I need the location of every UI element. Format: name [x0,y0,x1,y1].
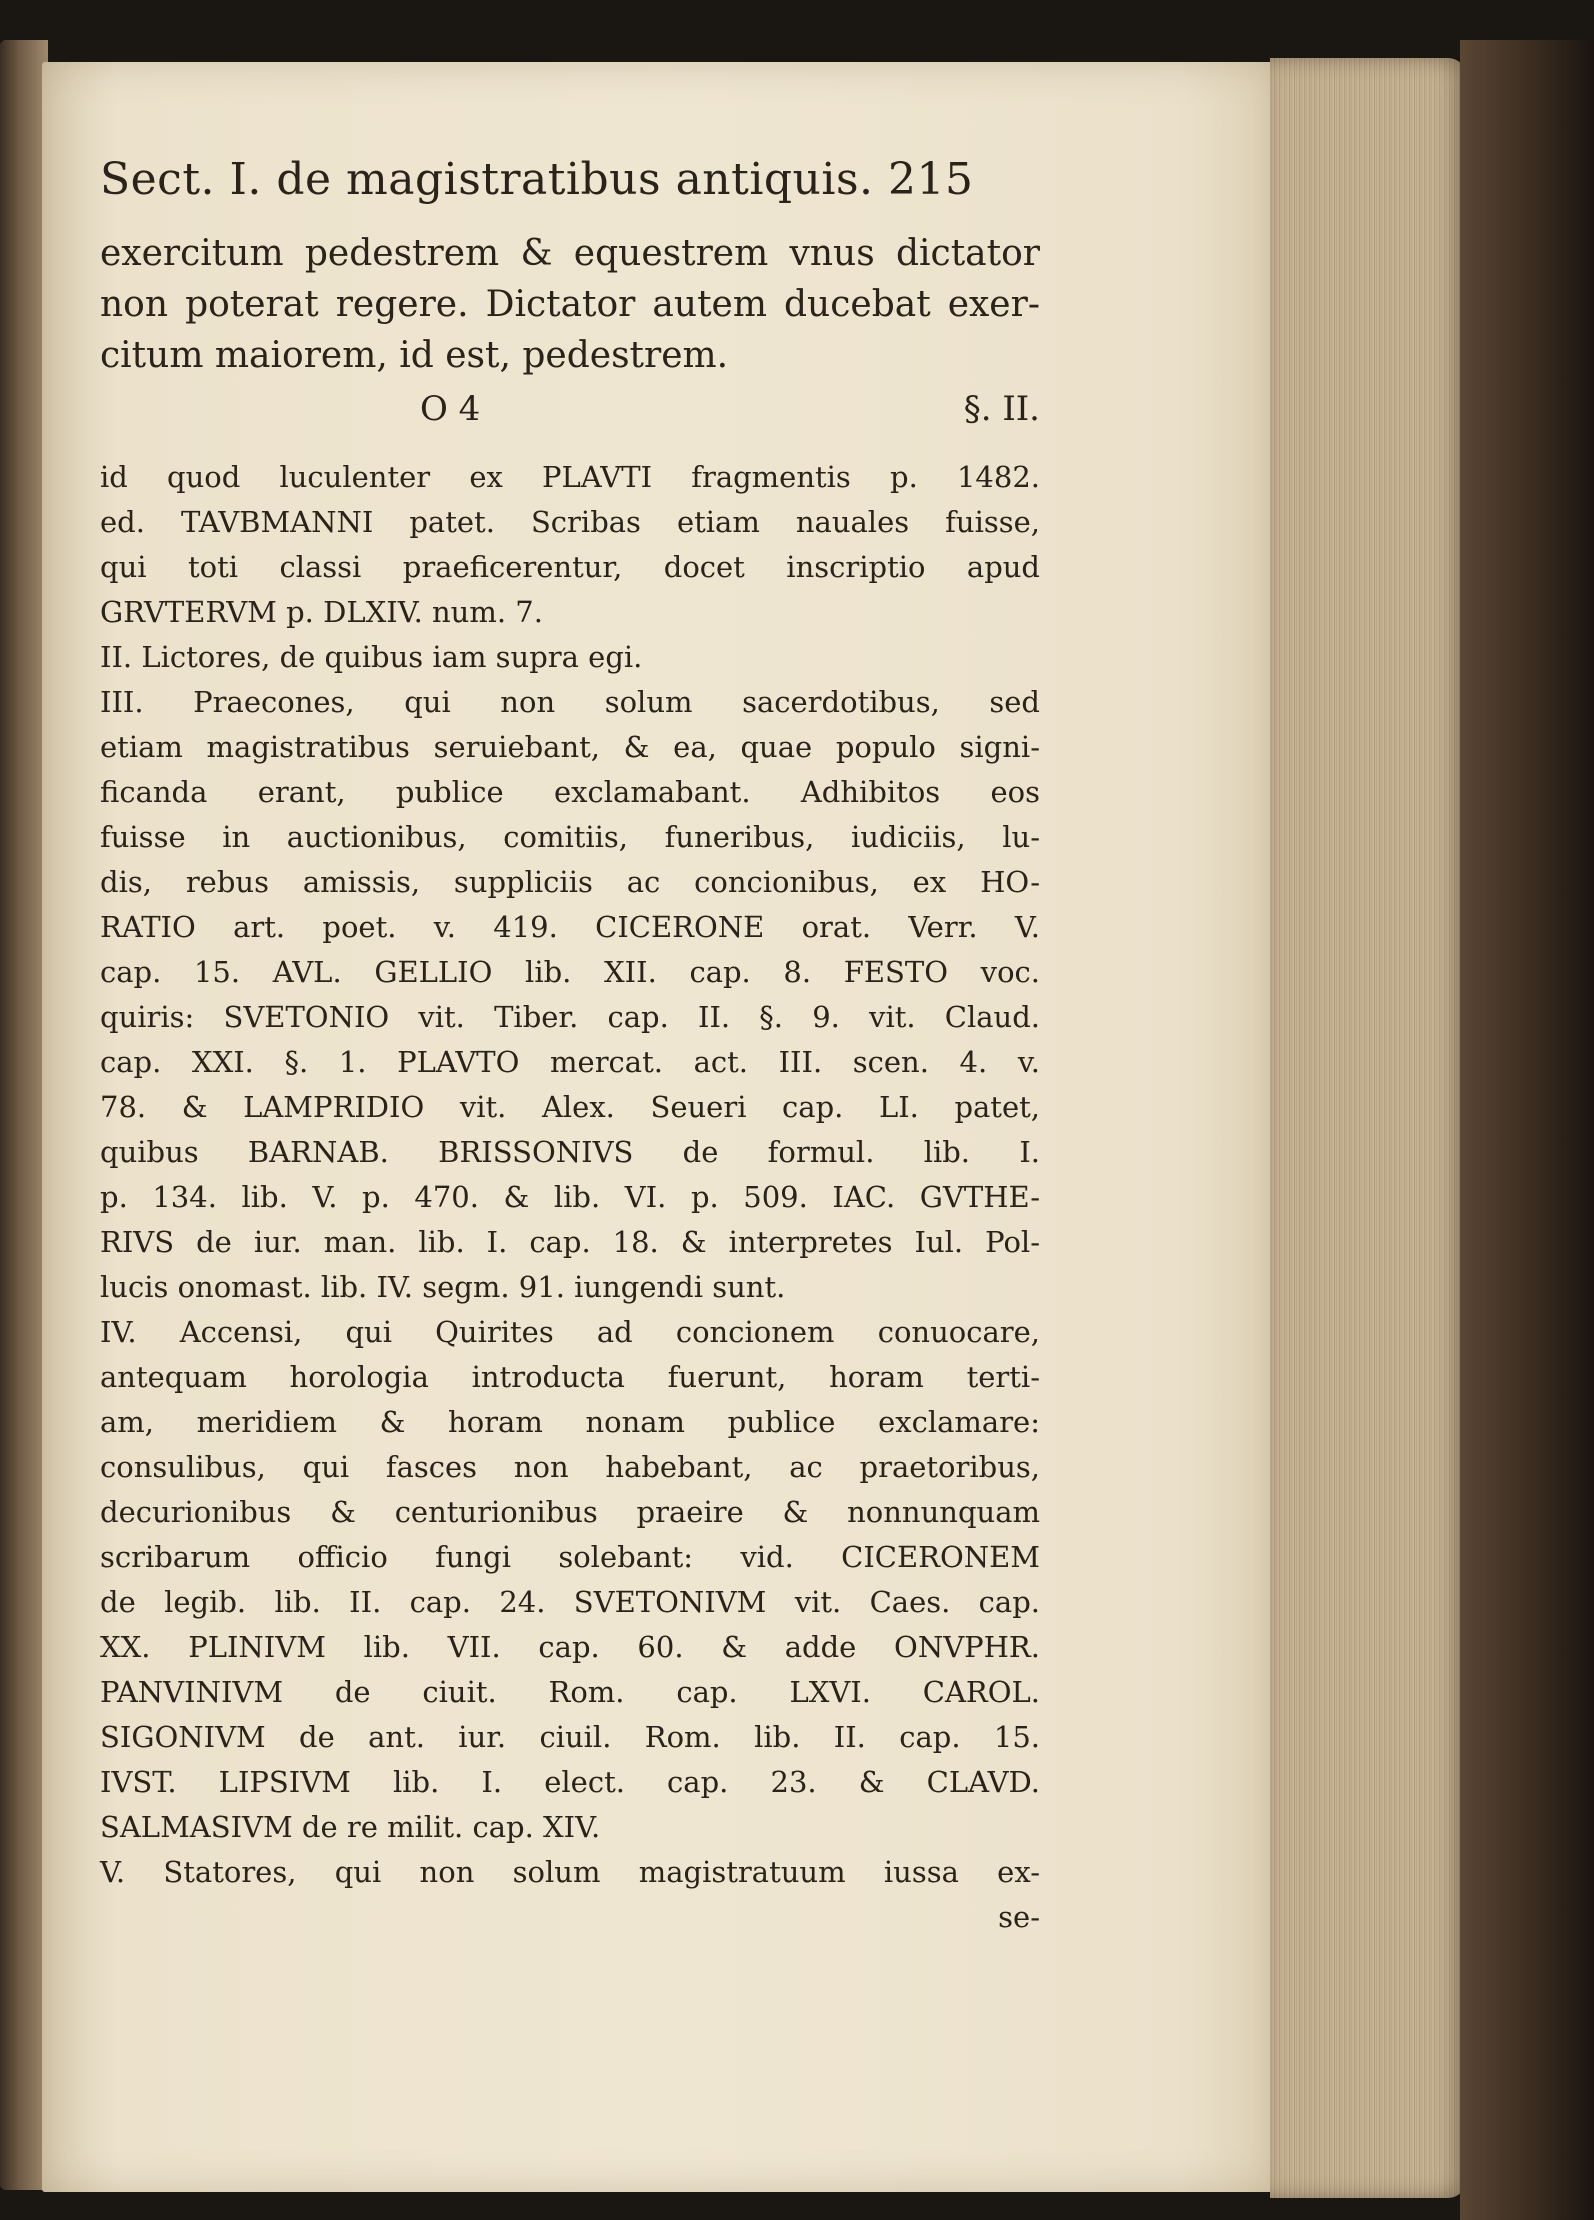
note-line: cap. 15. AVL. GELLIO lib. XII. cap. 8. FESTO voc. [100,955,1040,989]
signature-mark: O 4 [420,389,481,429]
note-line: consulibus, qui fasces non habebant, ac praetoribus, [100,1450,1040,1484]
note-line: id quod luculenter ex PLAVTI fragmentis p. 1482. [100,460,1040,494]
note-line: quibus BARNAB. BRISSONIVS de formul. lib. I. [100,1135,1040,1169]
note-line: antequam horologia introducta fuerunt, horam terti- [100,1360,1040,1394]
note-line: fuisse in auctionibus, comitiis, funeribus, iudiciis, lu- [100,820,1040,854]
note-line: decurionibus & centurionibus praeire & nonnunquam [100,1495,1040,1529]
note-line: PANVINIVM de ciuit. Rom. cap. LXVI. CAROL. [100,1675,1040,1709]
main-text [100,228,1040,381]
note-line: ed. TAVBMANNI patet. Scribas etiam nauales fuisse, [100,505,1040,539]
note-line: lucis onomast. lib. IV. segm. 91. iungendi sunt. [100,1270,786,1304]
note-line: XX. PLINIVM lib. VII. cap. 60. & adde ONVPHR. [100,1630,1040,1664]
note-line: scribarum officio fungi solebant: vid. CICERONEM [100,1540,1040,1574]
note-line: IVST. LIPSIVM lib. I. elect. cap. 23. & CLAVD. [100,1765,1040,1799]
note-line: II. Lictores, de quibus iam supra egi. [100,640,643,674]
running-header: Sect. I. de magistratibus antiquis. 215 [100,154,974,205]
facing-page-edge [0,40,48,2190]
footnotes [100,455,1040,1940]
catchword: se- [998,1900,1040,1934]
page-text [100,150,1040,1940]
note-line: p. 134. lib. V. p. 470. & lib. VI. p. 509. IAC. GVTHE- [100,1180,1040,1214]
note-line: IV. Accensi, qui Quirites ad concionem conuocare, [100,1315,1040,1349]
note-line: GRVTERVM p. DLXIV. num. 7. [100,595,543,629]
main-line: citum maiorem, id est, pedestrem. [100,335,729,376]
note-line: SIGONIVM de ant. iur. ciuil. Rom. lib. II. cap. 15. [100,1720,1040,1754]
note-line: RIVS de iur. man. lib. I. cap. 18. & interpretes Iul. Pol- [100,1225,1040,1259]
note-line: SALMASIVM de re milit. cap. XIV. [100,1810,601,1844]
page-edges [1270,58,1466,2198]
main-line: exercitum pedestrem & equestrem vnus dictator [100,233,1040,274]
note-line: RATIO art. poet. v. 419. CICERONE orat. Verr. V. [100,910,1040,944]
note-line: dis, rebus amissis, suppliciis ac concionibus, ex HO- [100,865,1040,899]
note-line: qui toti classi praeficerentur, docet inscriptio apud [100,550,1040,584]
note-line: cap. XXI. §. 1. PLAVTO mercat. act. III. scen. 4. v. [100,1045,1040,1079]
note-line: de legib. lib. II. cap. 24. SVETONIVM vit. Caes. cap. [100,1585,1040,1619]
note-line: am, meridiem & horam nonam publice exclamare: [100,1405,1040,1439]
main-line: non poterat regere. Dictator autem ducebat exer- [100,284,1040,325]
note-line: ficanda erant, publice exclamabant. Adhibitos eos [100,775,1040,809]
note-line: etiam magistratibus seruiebant, & ea, quae populo signi- [100,730,1040,764]
note-line: III. Praecones, qui non solum sacerdotibus, sed [100,685,1040,719]
book-cover [1460,40,1594,2220]
note-line: 78. & LAMPRIDIO vit. Alex. Seueri cap. LI. patet, [100,1090,1040,1124]
note-line: quiris: SVETONIO vit. Tiber. cap. II. §. 9. vit. Claud. [100,1000,1040,1034]
signature-line [100,381,1040,437]
section-mark: §. II. [963,389,1040,429]
note-line: V. Statores, qui non solum magistratuum iussa ex- [100,1855,1040,1889]
